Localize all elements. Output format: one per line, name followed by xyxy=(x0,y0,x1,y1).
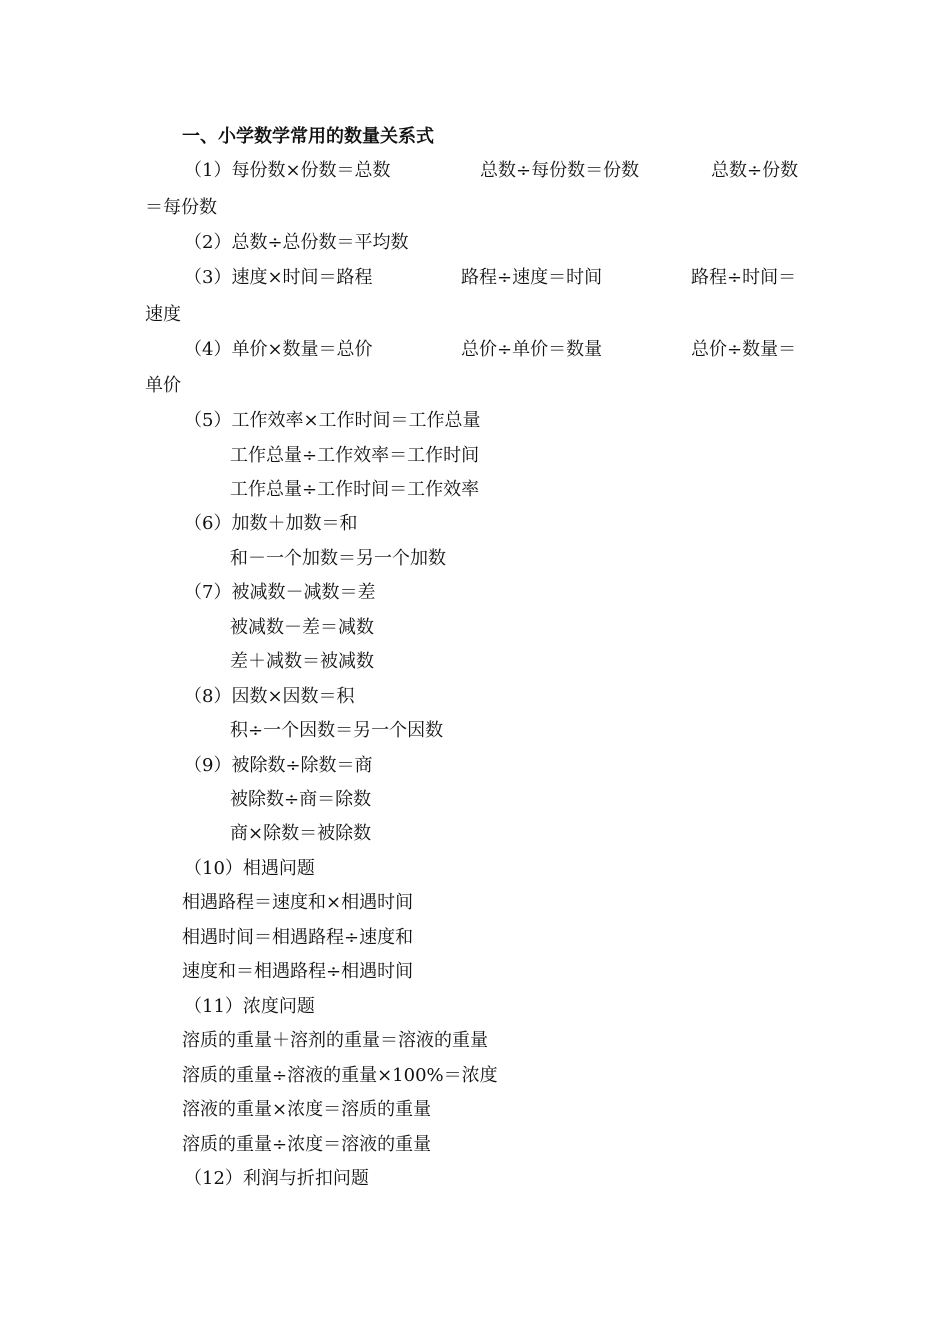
formula-line: （1）每份数×份数＝总数 xyxy=(184,160,391,181)
formula-line: 路程÷时间＝ xyxy=(691,267,797,288)
formula-line: 工作总量÷工作效率＝工作时间 xyxy=(230,445,480,466)
formula-line: 和－一个加数＝另一个加数 xyxy=(230,548,446,569)
formula-line: （2）总数÷总份数＝平均数 xyxy=(184,232,409,253)
formula-line: 总价÷数量＝ xyxy=(691,339,797,360)
formula-line: （3）速度×时间＝路程 xyxy=(184,267,373,288)
formula-line: （10）相遇问题 xyxy=(184,858,315,879)
formula-line: 溶质的重量＋溶剂的重量＝溶液的重量 xyxy=(182,1030,488,1051)
formula-line: 速度 xyxy=(145,304,181,325)
formula-line: 溶质的重量÷浓度＝溶液的重量 xyxy=(182,1134,432,1155)
formula-line: 总数÷份数 xyxy=(711,160,799,181)
formula-line: 商×除数＝被除数 xyxy=(230,823,372,844)
formula-line: （9）被除数÷除数＝商 xyxy=(184,755,373,776)
formula-line: （5）工作效率×工作时间＝工作总量 xyxy=(184,410,481,431)
formula-line: （8）因数×因数＝积 xyxy=(184,686,355,707)
formula-line: 总价÷单价＝数量 xyxy=(461,339,603,360)
formula-line: 单价 xyxy=(145,375,181,396)
formula-line: （12）利润与折扣问题 xyxy=(184,1168,369,1189)
formula-line: 总数÷每份数＝份数 xyxy=(480,160,640,181)
formula-line: 溶液的重量×浓度＝溶质的重量 xyxy=(182,1099,432,1120)
formula-line: 溶质的重量÷溶液的重量×100%＝浓度 xyxy=(182,1065,498,1086)
formula-line: 被减数－差＝减数 xyxy=(230,617,374,638)
formula-line: 工作总量÷工作时间＝工作效率 xyxy=(230,479,480,500)
formula-line: 相遇路程＝速度和×相遇时间 xyxy=(182,892,414,913)
formula-line: （11）浓度问题 xyxy=(184,996,315,1017)
formula-line: 被除数÷商＝除数 xyxy=(230,789,372,810)
formula-line: （4）单价×数量＝总价 xyxy=(184,339,373,360)
formula-line: 速度和＝相遇路程÷相遇时间 xyxy=(182,961,414,982)
formula-line: （6）加数＋加数＝和 xyxy=(184,513,358,534)
section-heading: 一、小学数学常用的数量关系式 xyxy=(182,126,434,147)
formula-line: （7）被减数－减数＝差 xyxy=(184,582,376,603)
formula-line: 差＋减数＝被减数 xyxy=(230,651,374,672)
formula-line: 相遇时间＝相遇路程÷速度和 xyxy=(182,927,414,948)
formula-line: ＝每份数 xyxy=(145,197,217,218)
formula-line: 路程÷速度＝时间 xyxy=(461,267,603,288)
formula-line: 积÷一个因数＝另一个因数 xyxy=(230,720,444,741)
